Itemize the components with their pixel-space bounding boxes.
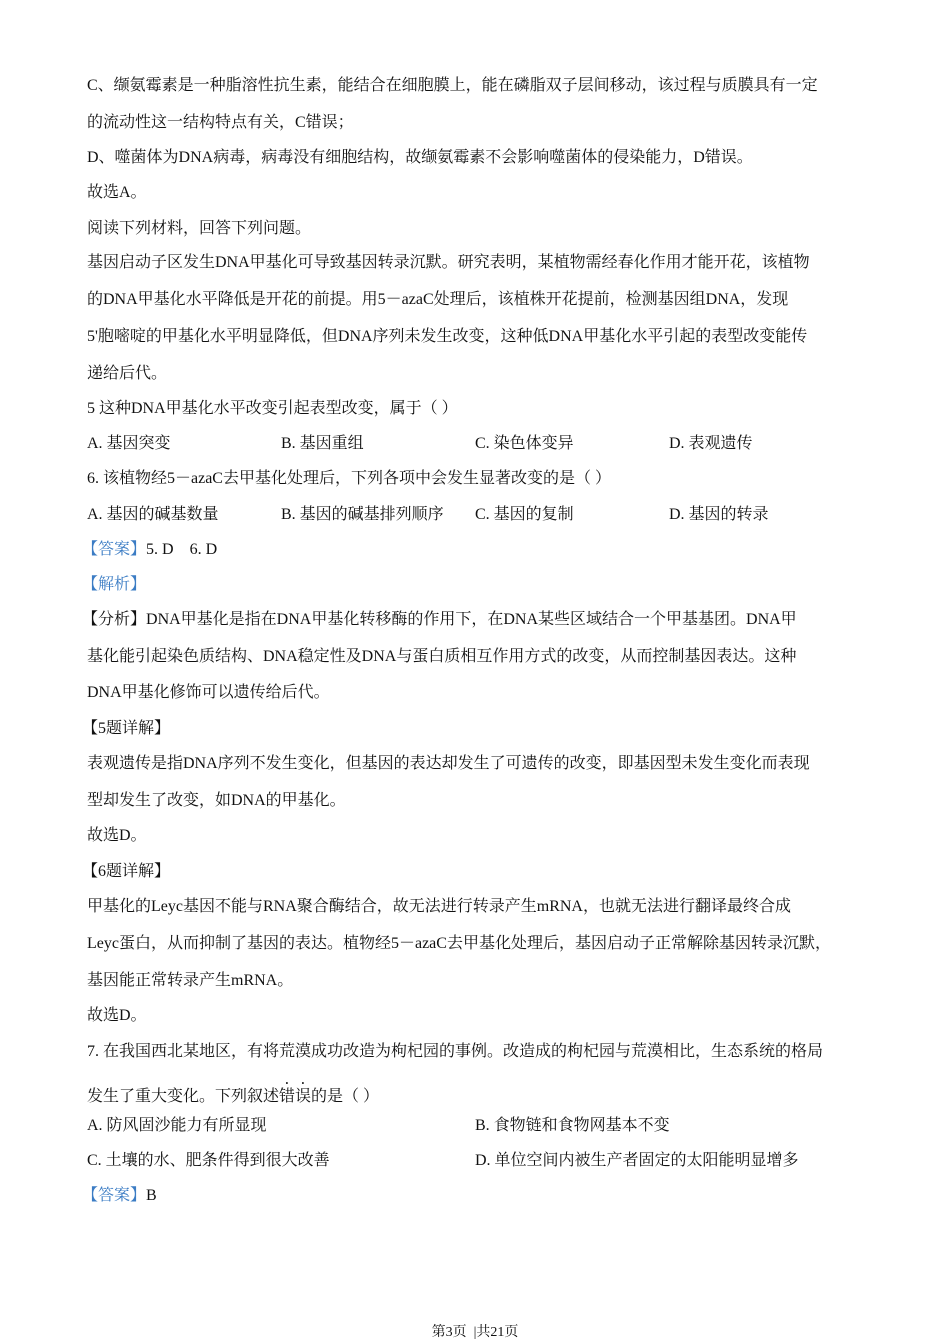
q6-option-a: A. 基因的碱基数量	[87, 506, 219, 523]
q7-emphasis: 错误	[279, 1088, 312, 1105]
question-7-stem: 7. 在我国西北某地区，有将荒漠成功改造为枸杞园的事例。改造成的枸杞园与荒漠相比，生态系统的格局	[87, 1043, 824, 1060]
detail-line: 甲基化的Leyc基因不能与RNA聚合酶结合，故无法进行转录产生mRNA，也就无法进行翻译最终合成	[87, 898, 791, 915]
question-7-stem-line2	[87, 1079, 379, 1107]
q5-option-b: B. 基因重组	[281, 435, 364, 452]
detail-line: Leyc蛋白，从而抑制了基因的表达。植物经5－azaC去甲基化处理后，基因启动子正常解除基因转录沉默，	[87, 935, 831, 952]
q7-option-a: A. 防风固沙能力有所显现	[87, 1117, 267, 1134]
analysis-line	[82, 610, 797, 630]
paragraph-line: D、噬菌体为DNA病毒，病毒没有细胞结构，故缬氨霉素不会影响噬菌体的侵染能力，D错误。	[87, 149, 753, 166]
analysis-text: DNA甲基化是指在DNA甲基化转移酶的作用下，在DNA某些区域结合一个甲基基团。DNA甲	[146, 611, 797, 628]
answer-tag: 【答案】	[82, 1187, 147, 1204]
analysis-line: DNA甲基化修饰可以遗传给后代。	[87, 684, 330, 701]
detail-line: 型却发生了改变，如DNA的甲基化。	[87, 792, 346, 809]
q7-option-b: B. 食物链和食物网基本不变	[475, 1117, 670, 1134]
answer-5-6	[82, 540, 217, 560]
q5-option-d: D. 表观遗传	[669, 435, 753, 452]
paragraph-line: 阅读下列材料，回答下列问题。	[87, 220, 312, 237]
q5-option-a: A. 基因突变	[87, 435, 171, 452]
question-6-stem: 6. 该植物经5－azaC去甲基化处理后，下列各项中会发生显著改变的是（ ）	[87, 470, 611, 487]
answer-text: 5. D 6. D	[146, 541, 218, 558]
detail-line: 基因能正常转录产生mRNA。	[87, 972, 294, 989]
detail-5-title: 【5题详解】	[82, 720, 171, 737]
answer-text: B	[146, 1187, 157, 1204]
material-line: 5'胞嘧啶的甲基化水平明显降低，但DNA序列未发生改变，这种低DNA甲基化水平引起的表型改变能传	[87, 328, 808, 345]
paragraph-line: C、缬氨霉素是一种脂溶性抗生素，能结合在细胞膜上，能在磷脂双子层间移动，该过程与质膜具有一定	[87, 77, 818, 94]
q7-text: 发生了重大变化。下列叙述	[87, 1088, 280, 1105]
detail-6-title: 【6题详解】	[82, 863, 171, 880]
q5-option-c: C. 染色体变异	[475, 435, 574, 452]
page-footer: 第3页 |共21页	[431, 1325, 519, 1340]
detail-line: 表观遗传是指DNA序列不发生变化，但基因的表达却发生了可遗传的改变，即基因型未发生变化而表现	[87, 755, 810, 772]
q7-option-c: C. 土壤的水、肥条件得到很大改善	[87, 1152, 330, 1169]
analysis-tag: 【解析】	[82, 576, 147, 593]
detail-line: 故选D。	[87, 827, 147, 844]
material-line: 递给后代。	[87, 365, 168, 382]
analysis-heading: 【分析】	[82, 611, 147, 628]
paragraph-line: 故选A。	[87, 184, 147, 201]
paragraph-line: 的流动性这一结构特点有关，C错误；	[87, 114, 354, 131]
material-line: 的DNA甲基化水平降低是开花的前提。用5－azaC处理后，该植株开花提前，检测基因组DNA，发现	[87, 291, 789, 308]
analysis-line: 基化能引起染色质结构、DNA稳定性及DNA与蛋白质相互作用方式的改变，从而控制基因表达。这种	[87, 648, 797, 665]
q7-option-d: D. 单位空间内被生产者固定的太阳能明显增多	[475, 1152, 799, 1169]
answer-7	[82, 1186, 157, 1206]
q7-text: 的是（ ）	[311, 1088, 380, 1105]
material-line: 基因启动子区发生DNA甲基化可导致基因转录沉默。研究表明，某植物需经春化作用才能开花，该植物	[87, 254, 810, 271]
q6-option-c: C. 基因的复制	[475, 506, 574, 523]
q6-option-d: D. 基因的转录	[669, 506, 769, 523]
q6-option-b: B. 基因的碱基排列顺序	[281, 506, 444, 523]
question-5-stem: 5 这种DNA甲基化水平改变引起表型改变，属于（ ）	[87, 400, 458, 417]
answer-tag: 【答案】	[82, 541, 147, 558]
detail-line: 故选D。	[87, 1007, 147, 1024]
